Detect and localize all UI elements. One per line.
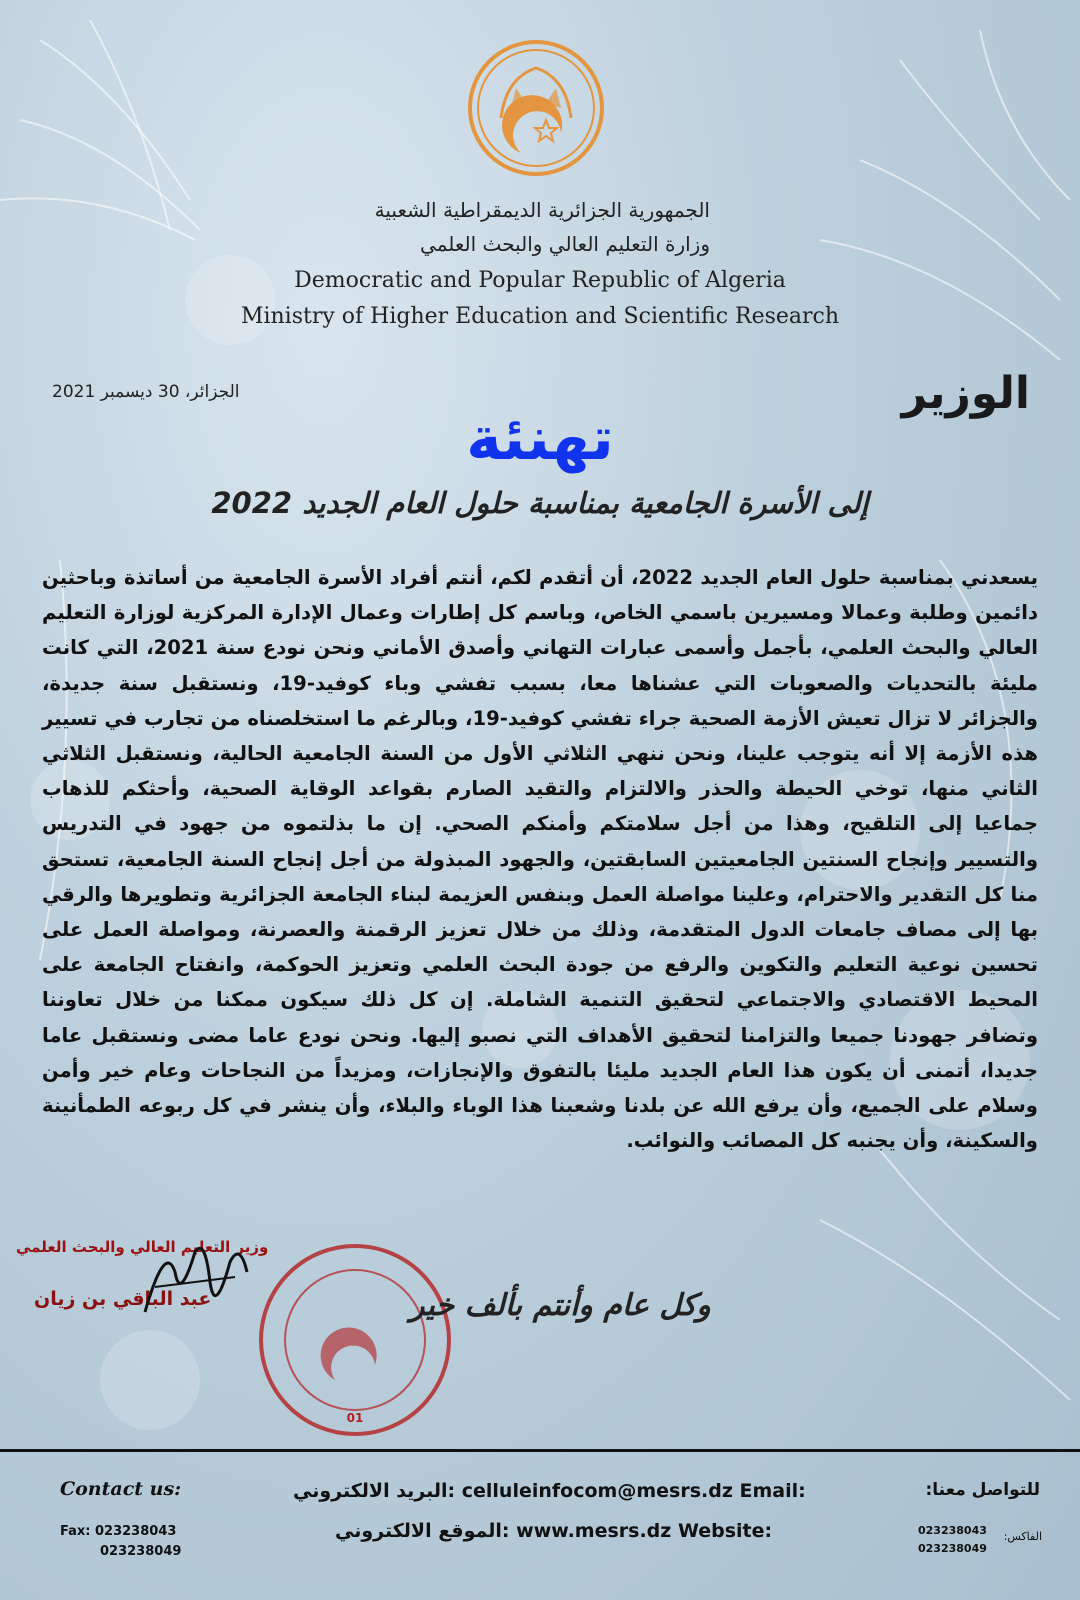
ministry-name-ar: وزارة التعليم العالي والبحث العلمي bbox=[420, 232, 710, 256]
letter-date: الجزائر، 30 ديسمبر 2021 bbox=[52, 382, 240, 402]
page-title: تهنئة bbox=[466, 404, 614, 474]
letter-body: يسعدني بمناسبة حلول العام الجديد 2022، أن أتقدم لكم، أنتم أفراد الأسرة الجامعية من أساتذة وباحثين دائمين وطلبة وعمالا ومسيرين باسمي الخاص، وباسم كل إطارات وعمال الإدارة المركزية لوزارة التعليم العالي والبحث العلمي، بأجمل وأسمى عبارات التهاني وأصدق الأماني ونحن نودع سنة 2021، التي كانت مليئة بالتحديات والصعوبات التي عشناها معا، بسبب تفشي وباء كوفيد-19، ونستقبل سنة جديدة، والجزائر لا تزال تعيش الأزمة الصحية جراء تفشي كوفيد-19، وبالرغم ما استخلصناه من تجارب في تسيير هذه الأزمة إلا أنه يتوجب علينا، ونحن ننهي الثلاثي الأول من السنة الجامعية الحالية، ونستقبل الثلاثي الثاني منها، توخي الحيطة والحذر والالتزام والتقيد الصارم بقواعد الوقاية الصحية، وأحثكم للذهاب جماعيا إلى التلقيح، وهذا من أجل سلامتكم وأمنكم الصحي. إن ما بذلتموه من جهود في التدريس والتسيير وإنجاح السنتين الجامعيتين السابقتين، والجهود المبذولة من أجل إنجاح السنة الجامعية، تستحق منا كل التقدير والاحترام، وعلينا مواصلة العمل وبنفس العزيمة لبناء الجامعة الجزائرية وتطويرها والرقي بها إلى مصاف جامعات الدول المتقدمة، وذلك من خلال تعزيز الرقمنة والعصرنة، ومواصلة العمل على تحسين نوعية التعليم والتكوين والرفع من جودة البحث العلمي وتعزيز الحوكمة، وانفتاح الجامعة على المحيط الاقتصادي والاجتماعي لتحقيق التنمية الشاملة. إن كل ذلك سيكون ممكنا من خلال تعاوننا وتضافر جهودنا جميعا والتزامنا لتحقيق الأهداف التي نصبو إليها. ونحن نودع عاما مضى ونستقبل عاما جديدا، أتمنى أن يكون هذا العام الجديد مليئا بالتفوق والإنجازات، ومزيداً من النجاحات وعام خير وأمن وسلام على الجميع، وأن يرفع الله عن بلدنا وشعبنا هذا الوباء والبلاء، وأن ينشر في كل ربوعه الطمأنينة والسكينة، وأن يجنبه كل المصائب والنوائب. bbox=[42, 566, 1038, 1153]
svg-text:01: 01 bbox=[346, 1411, 364, 1425]
minister-label: الوزير bbox=[901, 368, 1030, 419]
official-stamp bbox=[255, 1240, 455, 1440]
algeria-emblem bbox=[466, 38, 606, 178]
fax-number-en: Fax: 023238043 bbox=[60, 1524, 177, 1539]
country-name-en: Democratic and Popular Republic of Algeria bbox=[294, 268, 786, 293]
fax-number-en-second: 023238049 bbox=[100, 1544, 182, 1559]
website-link[interactable]: الموقع الالكتروني: www.mesrs.dz Website: bbox=[335, 1520, 773, 1542]
signatory-title: وزير التعليم العالي والبحث العلمي bbox=[16, 1238, 269, 1256]
fax-label-ar: الفاكس: bbox=[1003, 1530, 1042, 1543]
ministry-name-en: Ministry of Higher Education and Scientific Research bbox=[240, 304, 840, 329]
footer-divider bbox=[0, 1449, 1080, 1452]
closing-greeting: وكل عام وأنتم بألف خير bbox=[410, 1288, 711, 1323]
handwritten-signature bbox=[135, 1232, 255, 1322]
contact-label-en: Contact us: bbox=[60, 1478, 182, 1500]
signatory-name: عبد الباقي بن زيان bbox=[34, 1288, 212, 1310]
page-subtitle: إلى الأسرة الجامعية بمناسبة حلول العام الجديد 2022 bbox=[211, 486, 869, 520]
country-name-ar: الجمهورية الجزائرية الديمقراطية الشعبية bbox=[374, 198, 710, 222]
fax-number-ar-2: 023238049 bbox=[918, 1542, 987, 1555]
email-contact[interactable]: البريد الالكتروني: celluleinfocom@mesrs.dz Email: bbox=[293, 1480, 806, 1502]
contact-label-ar: للتواصل معنا: bbox=[925, 1480, 1040, 1500]
fax-number-ar-1: 023238043 bbox=[918, 1524, 987, 1537]
